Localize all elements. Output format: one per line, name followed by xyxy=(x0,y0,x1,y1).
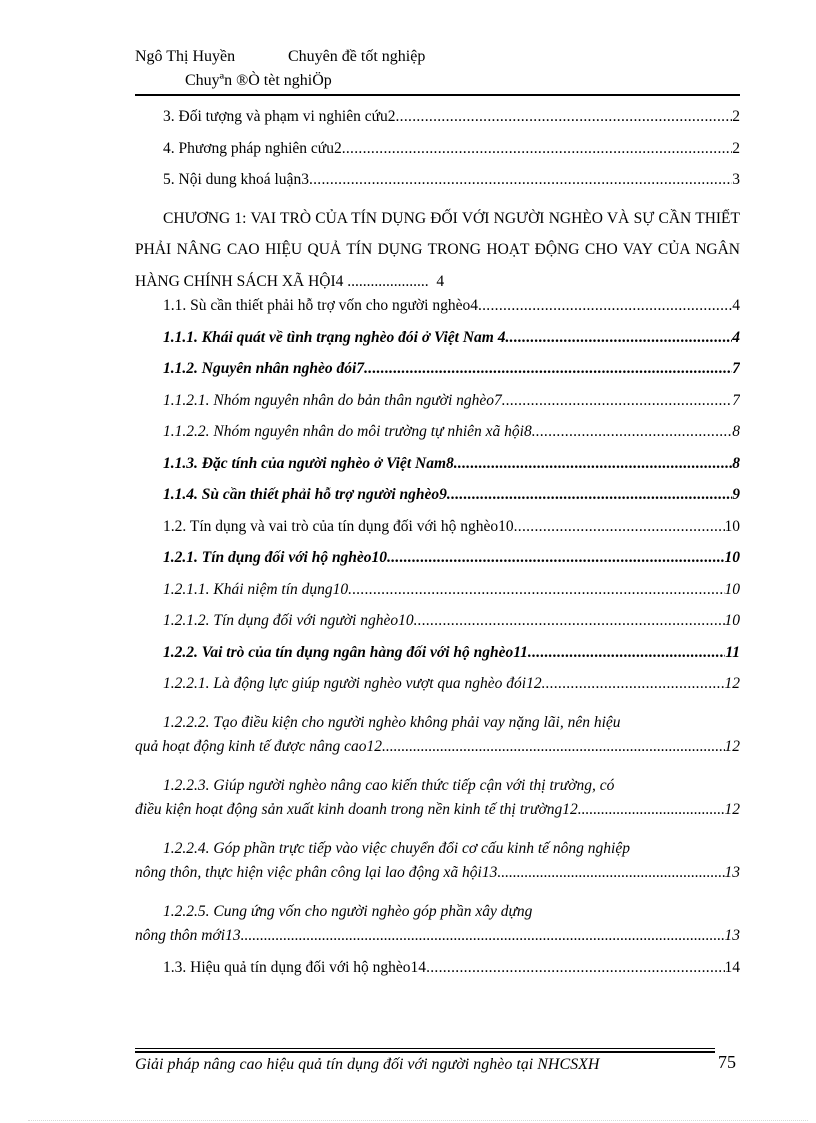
header-topic: Chuyên đề tốt nghiệp xyxy=(288,48,426,65)
page-number: 75 xyxy=(718,1052,736,1072)
toc-entry-title-line1: 1.2.2.2. Tạo điều kiện cho người nghèo không phải vay nặng lãi, nên hiệu xyxy=(163,713,621,731)
toc-wrapped-entry[interactable] xyxy=(135,833,740,896)
toc-entry-title: 1.2.1. Tín dụng đối với hộ nghèo10 xyxy=(163,549,388,566)
toc-entry-page: 13 xyxy=(724,927,740,944)
toc-entry[interactable] xyxy=(135,581,740,613)
toc-entry-page: 4 xyxy=(732,328,740,346)
toc-entry-page: 7 xyxy=(732,391,740,409)
toc-entry-page: 8 xyxy=(732,423,740,440)
toc-entry-title: 1.2. Tín dụng và vai trò của tín dụng đối với hộ nghèo10 xyxy=(163,517,514,535)
toc-entry-page: 11 xyxy=(725,643,740,661)
toc-wrapped-entry[interactable] xyxy=(135,770,740,833)
toc-chapter-title: CHƯƠNG 1: VAI TRÒ CỦA TÍN DỤNG ĐỐI VỚI NGƯỜI NGHÈO VÀ SỰ CẦN THIẾT PHẢI NÂNG CAO HIỆU QUẢ TÍN DỤNG TRONG HOẠT ĐỘNG CHO VAY CỦA NGÂN HÀNG CHÍNH SÁCH XÃ HỘI4 xyxy=(135,209,740,290)
toc-entry-title: 1.1.4. Sù cần thiết phải hỗ trợ người nghèo9 xyxy=(163,486,447,503)
toc-entry[interactable] xyxy=(135,644,740,676)
toc-entry[interactable] xyxy=(135,959,740,991)
toc-entry-page: 2 xyxy=(732,139,740,157)
toc-entry-title: 1.2.2. Vai trò của tín dụng ngân hàng đối với hộ nghèo11 xyxy=(163,643,528,661)
header-topic-garbled: Chuyªn ®Ò tèt nghiÖp xyxy=(185,72,332,89)
toc-entry[interactable] xyxy=(135,675,740,707)
toc-entry-page: 4 xyxy=(732,297,740,314)
toc-entry[interactable] xyxy=(135,360,740,392)
page-header xyxy=(135,48,740,89)
toc-entry-page: 12 xyxy=(724,801,740,818)
toc-entry-title: 4. Phương pháp nghiên cứu2 xyxy=(163,139,342,157)
toc-entry-title: 1.2.2.1. Là động lực giúp người nghèo vượt qua nghèo đói12 xyxy=(163,675,542,692)
toc-entry-title-line1: 1.2.2.5. Cung ứng vốn cho người nghèo góp phần xây dựng xyxy=(163,902,533,920)
toc-entry[interactable] xyxy=(135,171,740,203)
toc-entry-page: 3 xyxy=(732,171,740,188)
toc-entry-page: 10 xyxy=(724,517,740,535)
toc-entry-title: 1.3. Hiệu quả tín dụng đối với hộ nghèo14 xyxy=(163,958,427,976)
toc-entry[interactable] xyxy=(135,392,740,424)
toc-entry-title: 3. Đối tượng và phạm vi nghiên cứu2 xyxy=(163,108,396,125)
toc-entry-page: 2 xyxy=(732,108,740,125)
toc-wrapped-entry[interactable] xyxy=(135,896,740,959)
toc-wrapped-entry[interactable] xyxy=(135,707,740,770)
toc-entry-page: 9 xyxy=(732,486,740,503)
toc-entry-title: 1.1.1. Khái quát về tình trạng nghèo đói ở Việt Nam 4 xyxy=(163,328,506,346)
footer-rule-double xyxy=(135,1051,715,1053)
toc-entry[interactable] xyxy=(135,329,740,361)
page-footer xyxy=(135,1048,740,1073)
toc-entry[interactable] xyxy=(135,140,740,172)
toc-entry-title-line2: nông thôn, thực hiện việc phân công lại lao động xã hội13 xyxy=(135,864,498,881)
toc-entry[interactable] xyxy=(135,423,740,455)
toc-entry-title-line2: nông thôn mới13 xyxy=(135,927,241,944)
footer-rule xyxy=(135,1048,715,1049)
toc-chapter-leader: ..................... xyxy=(347,272,429,290)
toc-entry-page: 12 xyxy=(724,738,740,755)
toc-entry-title: 1.1. Sù cần thiết phải hỗ trợ vốn cho người nghèo4 xyxy=(163,297,478,314)
toc-entry-title: 1.2.1.2. Tín dụng đối với người nghèo10 xyxy=(163,612,414,629)
header-rule xyxy=(135,94,740,96)
toc-entry-page: 7 xyxy=(732,360,740,377)
page-bottom-border xyxy=(28,1120,808,1121)
toc-entry-title: 1.1.2. Nguyên nhân nghèo đói7 xyxy=(163,360,365,377)
toc-entry[interactable] xyxy=(135,518,740,550)
toc-entry-title: 1.2.1.1. Khái niệm tín dụng10 xyxy=(163,580,349,598)
toc-entry[interactable] xyxy=(135,297,740,329)
toc-entry-title-line2: điều kiện hoạt động sản xuất kinh doanh trong nền kinh tế thị trường12 xyxy=(135,801,578,818)
footer-title: Giải pháp nâng cao hiệu quả tín dụng đối với người nghèo tại NHCSXH xyxy=(135,1056,600,1073)
toc-entry[interactable] xyxy=(135,108,740,140)
toc-entry-title-line2: quả hoạt động kinh tế được nâng cao12 xyxy=(135,738,383,755)
toc-entry[interactable] xyxy=(135,549,740,581)
toc-entry-title: 1.1.3. Đặc tính của người nghèo ở Việt Nam8 xyxy=(163,454,454,472)
toc-entry-page: 10 xyxy=(724,549,740,566)
toc-entry-page: 14 xyxy=(724,958,740,976)
toc-entry-page: 8 xyxy=(732,454,740,472)
toc-chapter-page: 4 xyxy=(436,272,445,290)
toc-entry-page: 13 xyxy=(724,864,740,881)
toc-entry[interactable] xyxy=(135,455,740,487)
toc-entry-title: 5. Nội dung khoá luận3 xyxy=(163,171,309,188)
toc-entry-title-line1: 1.2.2.4. Góp phần trực tiếp vào việc chuyển đổi cơ cấu kinh tế nông nghiệp xyxy=(163,839,630,857)
toc-entry[interactable] xyxy=(135,612,740,644)
toc-entry-title-line1: 1.2.2.3. Giúp người nghèo nâng cao kiến thức tiếp cận với thị trường, có xyxy=(163,776,615,794)
header-author: Ngô Thị Huyền xyxy=(135,48,236,65)
toc-entry-page: 10 xyxy=(724,580,740,598)
toc-entry-page: 12 xyxy=(724,675,740,692)
toc-entry-title: 1.1.2.1. Nhóm nguyên nhân do bản thân người nghèo7 xyxy=(163,391,502,409)
table-of-contents xyxy=(135,108,740,990)
toc-entry[interactable] xyxy=(135,486,740,518)
toc-chapter-entry[interactable] xyxy=(135,203,740,298)
toc-entry-title: 1.1.2.2. Nhóm nguyên nhân do môi trường tự nhiên xã hội8 xyxy=(163,423,532,440)
toc-entry-page: 10 xyxy=(724,612,740,629)
